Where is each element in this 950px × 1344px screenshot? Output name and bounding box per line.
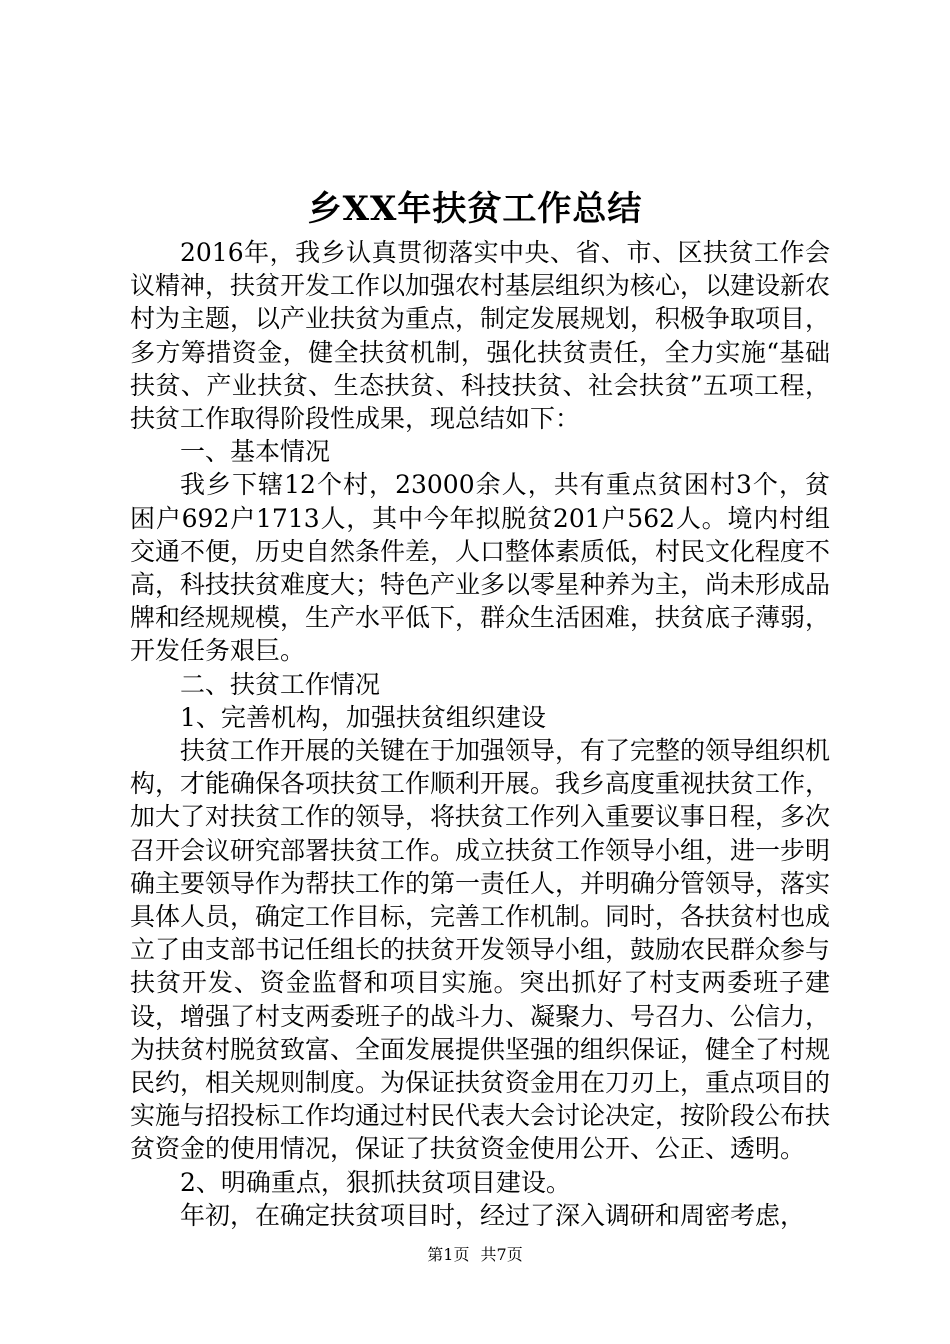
paragraph-intro: 2016年，我乡认真贯彻落实中央、省、市、区扶贫工作会议精神，扶贫开发工作以加强农村基层组织为核心，以建设新农村为主题，以产业扶贫为重点，制定发展规划，积极争取项目，多方筹措资金，健全扶贫机制，强化扶贫责任，全力实施“基础扶贫、产业扶贫、生态扶贫、科技扶贫、社会扶贫”五项工程，扶贫工作取得阶段性成果，现总结如下： [130, 238, 831, 434]
page-footer [0, 1244, 950, 1266]
paragraph-basic-situation: 我乡下辖12个村，23000余人，共有重点贫困村3个，贫困户692户1713人，其中今年拟脱贫201户562人。境内村组交通不便，历史自然条件差，人口整体素质低，村民文化程度不高，科技扶贫难度大；特色产业多以零星种养为主，尚未形成品牌和经规规模，生产水平低下，群众生活困难，扶贫底子薄弱，开发任务艰巨。 [130, 470, 831, 666]
page-total: 共7页 [480, 1245, 523, 1264]
paragraph-projects: 年初，在确定扶贫项目时，经过了深入调研和周密考虑， [180, 1200, 806, 1230]
subheading-projects: 2、明确重点，狠抓扶贫项目建设。 [180, 1167, 571, 1197]
page-number: 第1页 [427, 1245, 470, 1264]
section-heading-basic: 一、基本情况 [180, 437, 331, 467]
subheading-organization: 1、完善机构，加强扶贫组织建设 [180, 702, 546, 732]
document-title: 乡XX年扶贫工作总结 [307, 189, 643, 229]
document-body [130, 236, 830, 1232]
paragraph-organization: 扶贫工作开展的关键在于加强领导，有了完整的领导组织机构，才能确保各项扶贫工作顺利开展。我乡高度重视扶贫工作，加大了对扶贫工作的领导，将扶贫工作列入重要议事日程，多次召开会议研究部署扶贫工作。成立扶贫工作领导小组，进一步明确主要领导作为帮扶工作的第一责任人，并明确分管领导，落实具体人员，确定工作目标，完善工作机制。同时，各扶贫村也成立了由支部书记任组长的扶贫开发领导小组，鼓励农民群众参与扶贫开发、资金监督和项目实施。突出抓好了村支两委班子建设，增强了村支两委班子的战斗力、凝聚力、号召力、公信力，为扶贫村脱贫致富、全面发展提供坚强的组织保证，健全了村规民约，相关规则制度。为保证扶贫资金用在刀刃上，重点项目的实施与招投标工作均通过村民代表大会讨论决定，按阶段公布扶贫资金的使用情况，保证了扶贫资金使用公开、公正、透明。 [130, 736, 831, 1164]
section-heading-work: 二、扶贫工作情况 [180, 669, 381, 699]
